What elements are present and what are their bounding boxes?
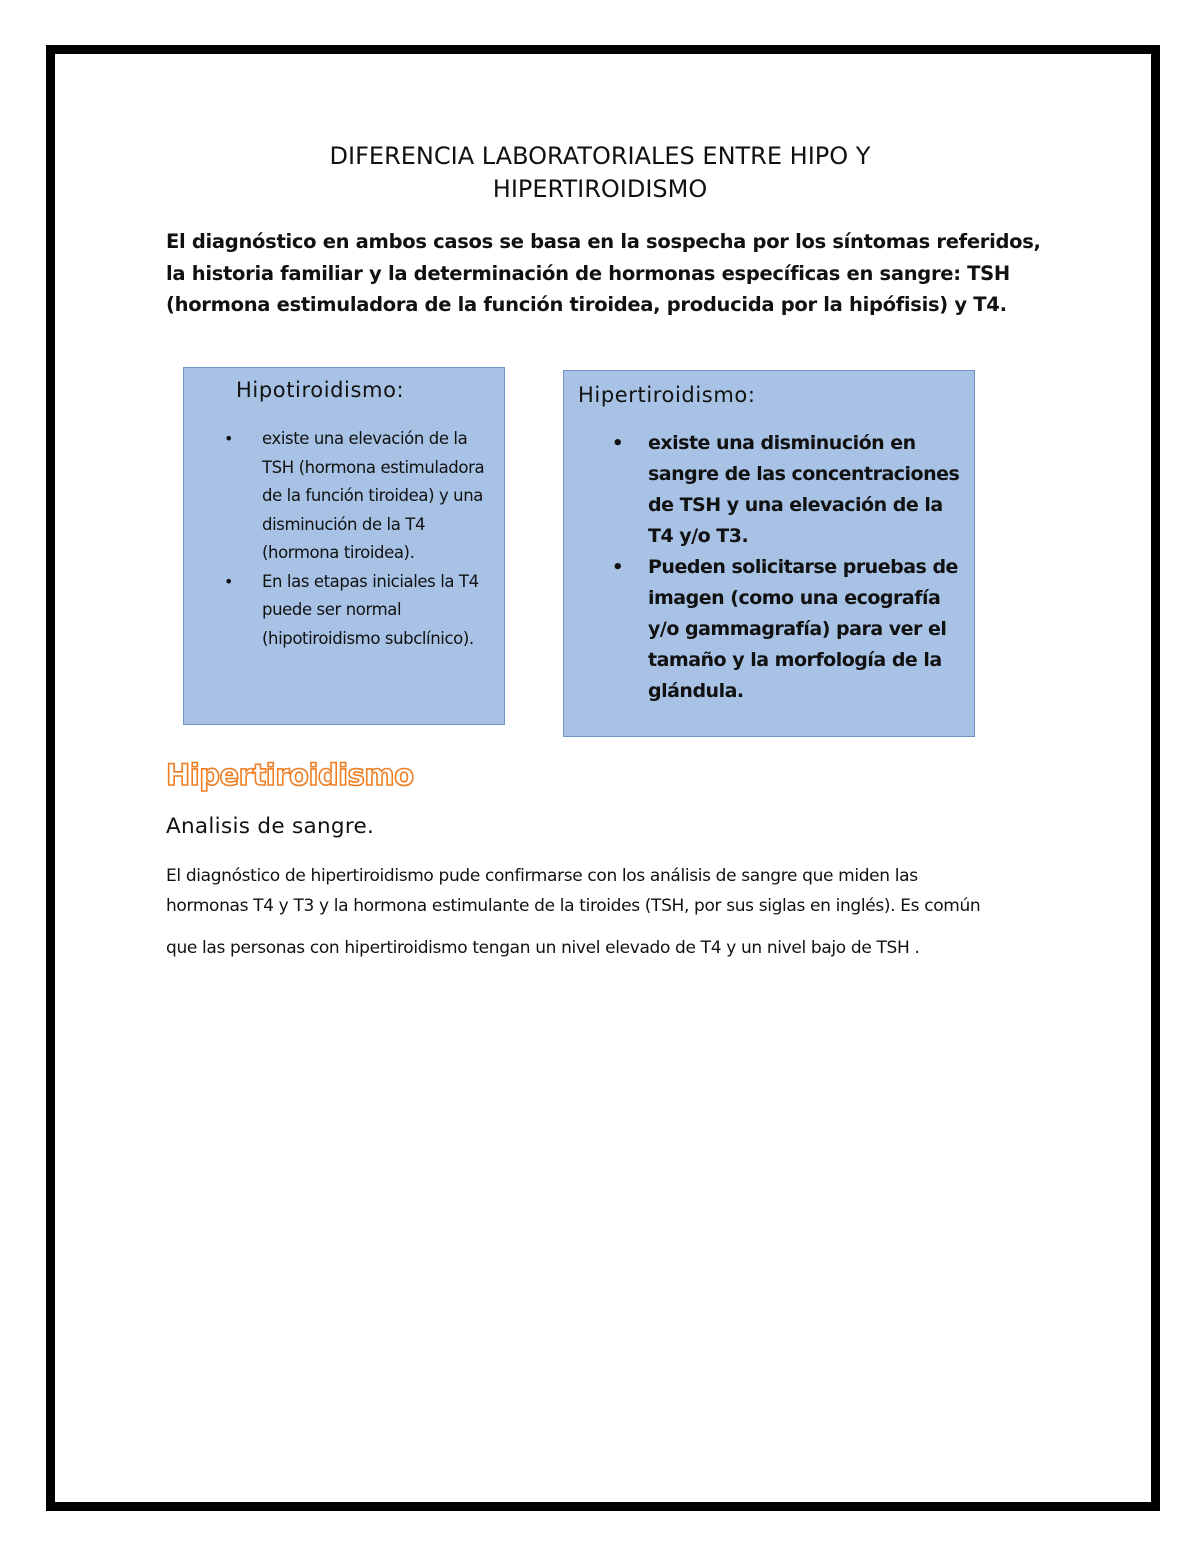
hyperthyroidism-bullet-list	[612, 428, 968, 707]
document-title-line-1: DIFERENCIA LABORATORIALES ENTRE HIPO Y	[329, 142, 871, 170]
bullet-icon: •	[224, 571, 234, 591]
list-item	[612, 428, 968, 552]
bullet-icon: •	[612, 433, 624, 454]
document-title-line-2: HIPERTIROIDISMO	[492, 175, 708, 203]
list-item	[612, 552, 968, 707]
list-item-text: existe una disminución en sangre de las concentraciones de TSH y una elevación de la T4 y/o T3.	[648, 432, 960, 547]
paragraph-line-3: que las personas con hipertiroidismo tengan un nivel elevado de T4 y un nivel bajo de TSH .	[166, 938, 920, 958]
intro-paragraph: El diagnóstico en ambos casos se basa en la sospecha por los síntomas referidos, la historia familiar y la determinación de hormonas específicas en sangre: TSH (hormona estimuladora de la función tiroidea, producida por la hipófisis) y T4.	[166, 230, 1041, 316]
paragraph-line-1: El diagnóstico de hipertiroidismo pude confirmarse con los análisis de sangre que miden las	[166, 866, 918, 886]
list-item-text: existe una elevación de la TSH (hormona estimuladora de la función tiroidea) y una disminución de la T4 (hormona tiroidea).	[262, 429, 485, 562]
hyperthyroidism-box-title: Hipertiroidismo:	[578, 383, 756, 407]
document-title	[170, 140, 1030, 206]
list-item	[224, 568, 492, 654]
hypothyroidism-box-title: Hipotiroidismo:	[236, 378, 405, 402]
list-item	[224, 425, 492, 568]
hypothyroidism-bullet-list	[224, 425, 492, 653]
section-subheading: Analisis de sangre.	[166, 814, 375, 839]
section-heading: Hipertiroidismo	[166, 758, 414, 792]
bullet-icon: •	[224, 429, 234, 448]
bullet-icon: •	[612, 557, 624, 578]
list-item-text: Pueden solicitarse pruebas de imagen (como una ecografía y/o gammagrafía) para ver el tamaño y la morfología de la glándula.	[648, 556, 958, 702]
list-item-text: En las etapas iniciales la T4 puede ser normal (hipotiroidismo subclínico).	[262, 571, 479, 648]
hyperthyroidism-box	[563, 370, 975, 737]
paragraph-line-2: hormonas T4 y T3 y la hormona estimulante de la tiroides (TSH, por sus siglas en inglés). Es común	[166, 896, 981, 916]
hypothyroidism-box	[183, 367, 505, 725]
